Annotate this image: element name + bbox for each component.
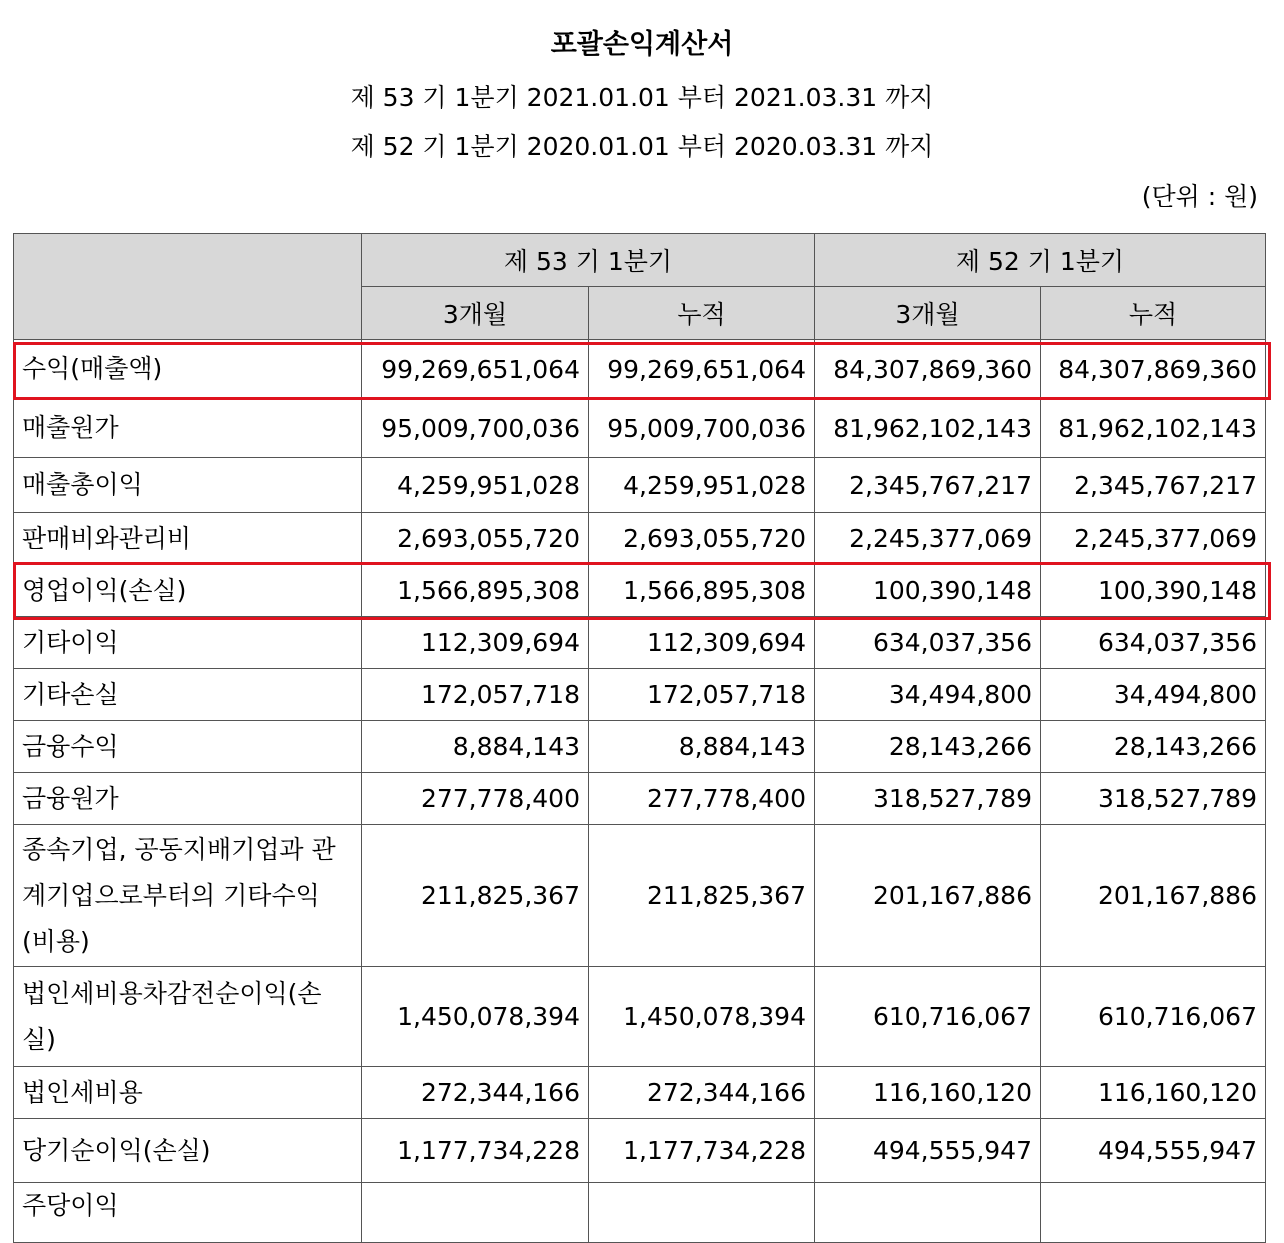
sub-header: 누적 — [1041, 287, 1266, 340]
row-label: 법인세비용 — [14, 1067, 362, 1119]
cell-value: 2,245,377,069 — [1041, 513, 1266, 565]
row-label: 기타이익 — [14, 617, 362, 669]
cell-value: 172,057,718 — [589, 669, 815, 721]
table-row — [14, 669, 1266, 721]
sub-header: 3개월 — [815, 287, 1041, 340]
header-blank — [14, 234, 362, 340]
cell-value: 116,160,120 — [1041, 1067, 1266, 1119]
cell-value: 112,309,694 — [362, 617, 589, 669]
cell-value: 100,390,148 — [815, 565, 1041, 617]
cell-value: 34,494,800 — [815, 669, 1041, 721]
period-prior: 제 52 기 1분기 2020.01.01 부터 2020.03.31 까지 — [350, 132, 934, 161]
period-current: 제 53 기 1분기 2021.01.01 부터 2021.03.31 까지 — [350, 83, 934, 112]
table-row — [14, 721, 1266, 773]
cell-value: 634,037,356 — [815, 617, 1041, 669]
row-label: 법인세비용차감전순이익(손실) — [14, 967, 362, 1067]
cell-value: 272,344,166 — [362, 1067, 589, 1119]
cell-value — [362, 1183, 589, 1243]
cell-value: 201,167,886 — [815, 825, 1041, 967]
row-label: 수익(매출액) — [14, 340, 362, 399]
cell-value: 494,555,947 — [1041, 1119, 1266, 1183]
table-row — [14, 773, 1266, 825]
row-label: 매출원가 — [14, 399, 362, 458]
cell-value: 318,527,789 — [815, 773, 1041, 825]
table-row — [14, 825, 1266, 967]
cell-value: 1,450,078,394 — [362, 967, 589, 1067]
cell-value: 277,778,400 — [589, 773, 815, 825]
cell-value: 318,527,789 — [1041, 773, 1266, 825]
cell-value: 4,259,951,028 — [589, 458, 815, 513]
cell-value: 272,344,166 — [589, 1067, 815, 1119]
cell-value: 2,693,055,720 — [362, 513, 589, 565]
table-row — [14, 565, 1266, 617]
table-row — [14, 1119, 1266, 1183]
row-label: 판매비와관리비 — [14, 513, 362, 565]
cell-value: 28,143,266 — [815, 721, 1041, 773]
sub-header: 3개월 — [362, 287, 589, 340]
cell-value: 84,307,869,360 — [1041, 340, 1266, 399]
cell-value: 28,143,266 — [1041, 721, 1266, 773]
sub-header: 누적 — [589, 287, 815, 340]
cell-value: 100,390,148 — [1041, 565, 1266, 617]
row-label: 주당이익 — [14, 1183, 362, 1243]
row-label: 영업이익(손실) — [14, 565, 362, 617]
cell-value: 81,962,102,143 — [1041, 399, 1266, 458]
cell-value: 1,566,895,308 — [589, 565, 815, 617]
cell-value: 610,716,067 — [1041, 967, 1266, 1067]
table-row — [14, 617, 1266, 669]
cell-value: 1,566,895,308 — [362, 565, 589, 617]
cell-value: 172,057,718 — [362, 669, 589, 721]
statement-title: 포괄손익계산서 — [550, 29, 734, 60]
cell-value: 84,307,869,360 — [815, 340, 1041, 399]
group-header-current: 제 53 기 1분기 — [362, 234, 815, 287]
table-row — [14, 967, 1266, 1067]
cell-value: 634,037,356 — [1041, 617, 1266, 669]
table-row — [14, 340, 1266, 399]
unit-label: (단위 : 원) — [1141, 182, 1258, 211]
cell-value: 8,884,143 — [362, 721, 589, 773]
cell-value: 211,825,367 — [362, 825, 589, 967]
cell-value: 4,259,951,028 — [362, 458, 589, 513]
cell-value: 2,345,767,217 — [1041, 458, 1266, 513]
cell-value: 2,693,055,720 — [589, 513, 815, 565]
income-statement-table — [13, 233, 1266, 1243]
cell-value: 610,716,067 — [815, 967, 1041, 1067]
cell-value: 211,825,367 — [589, 825, 815, 967]
cell-value: 494,555,947 — [815, 1119, 1041, 1183]
cell-value: 95,009,700,036 — [589, 399, 815, 458]
cell-value: 277,778,400 — [362, 773, 589, 825]
row-label: 금융수익 — [14, 721, 362, 773]
cell-value: 99,269,651,064 — [589, 340, 815, 399]
cell-value: 201,167,886 — [1041, 825, 1266, 967]
table-row — [14, 458, 1266, 513]
cell-value — [1041, 1183, 1266, 1243]
cell-value: 99,269,651,064 — [362, 340, 589, 399]
cell-value: 112,309,694 — [589, 617, 815, 669]
table-row — [14, 1067, 1266, 1119]
table-row — [14, 399, 1266, 458]
cell-value: 2,345,767,217 — [815, 458, 1041, 513]
cell-value — [589, 1183, 815, 1243]
table-row — [14, 1183, 1266, 1243]
cell-value: 95,009,700,036 — [362, 399, 589, 458]
row-label: 매출총이익 — [14, 458, 362, 513]
cell-value: 1,450,078,394 — [589, 967, 815, 1067]
cell-value — [815, 1183, 1041, 1243]
cell-value: 116,160,120 — [815, 1067, 1041, 1119]
cell-value: 1,177,734,228 — [589, 1119, 815, 1183]
row-label: 기타손실 — [14, 669, 362, 721]
group-header-prior: 제 52 기 1분기 — [815, 234, 1266, 287]
row-label: 종속기업, 공동지배기업과 관계기업으로부터의 기타수익(비용) — [14, 825, 362, 967]
row-label: 당기순이익(손실) — [14, 1119, 362, 1183]
cell-value: 8,884,143 — [589, 721, 815, 773]
table-row — [14, 513, 1266, 565]
cell-value: 81,962,102,143 — [815, 399, 1041, 458]
cell-value: 2,245,377,069 — [815, 513, 1041, 565]
cell-value: 34,494,800 — [1041, 669, 1266, 721]
cell-value: 1,177,734,228 — [362, 1119, 589, 1183]
row-label: 금융원가 — [14, 773, 362, 825]
